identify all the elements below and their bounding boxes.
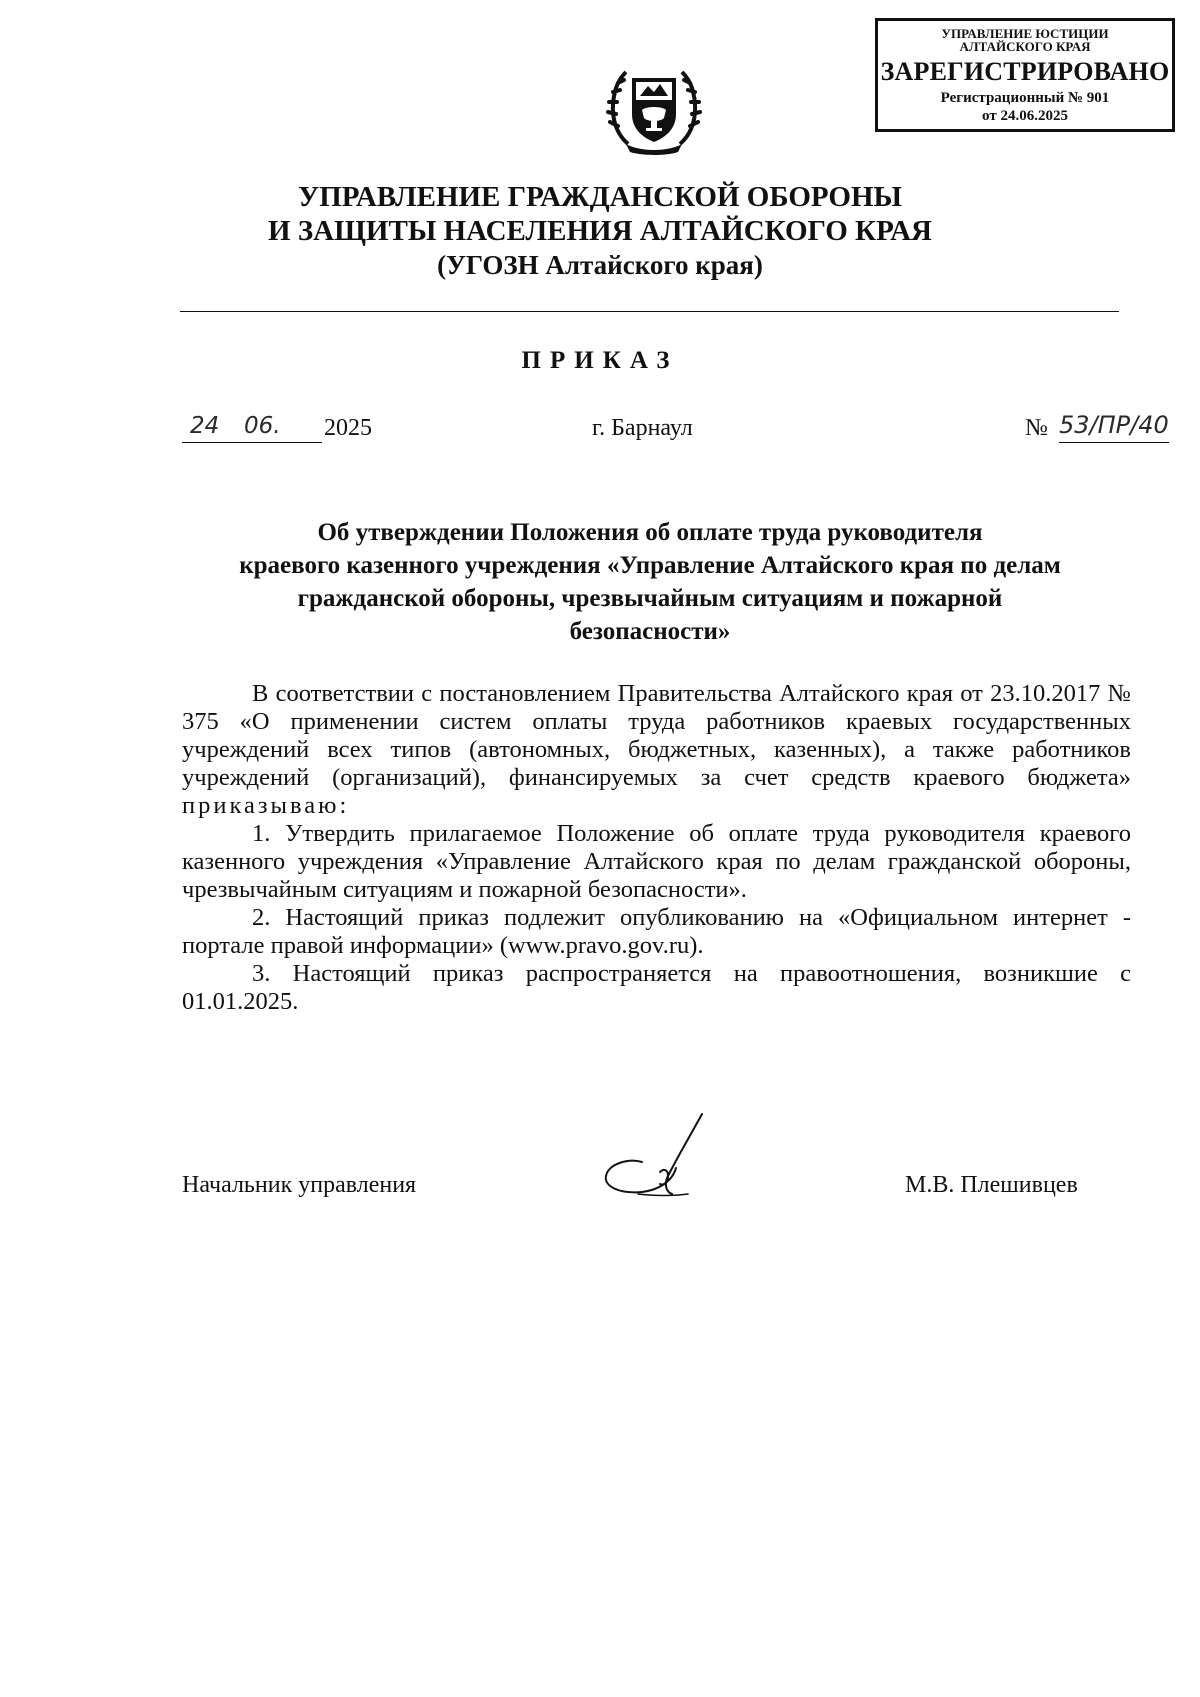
signatory-position: Начальник управления [182, 1172, 417, 1198]
document-date [182, 415, 402, 447]
stamp-line2: АЛТАЙСКОГО КРАЯ [959, 39, 1091, 54]
header-divider [180, 311, 1119, 312]
title-line1: Об утверждении Положения об оплате труда руководителя [317, 519, 983, 546]
number-sign: № [1025, 415, 1048, 441]
date-day: 24 [190, 413, 220, 439]
registration-stamp [875, 18, 1175, 132]
organization-header [100, 180, 1100, 282]
stamp-line1: УПРАВЛЕНИЕ ЮСТИЦИИ [941, 26, 1109, 41]
stamp-reg-number: Регистрационный № 901 [940, 90, 1110, 106]
number-value: 53/ПР/40 [1059, 411, 1169, 439]
stamp-status: ЗАРЕГИСТРИРОВАНО [880, 57, 1170, 86]
document-number [1025, 413, 1190, 447]
title-line4: безопасности» [569, 618, 731, 645]
item-2: 2. Настоящий приказ подлежит опубликованию на «Официальном интернет - портале правой информации» (www.pravo.gov.ru). [182, 904, 1131, 959]
preamble-paragraph [182, 680, 1131, 820]
stamp-reg-date: от 24.06.2025 [982, 108, 1068, 124]
handwritten-signature [598, 1110, 708, 1202]
date-year: 2025 [324, 415, 372, 441]
date-month: 06. [244, 413, 281, 439]
document-body [182, 680, 1131, 1016]
item-1: 1. Утвердить прилагаемое Положение об оплате труда руководителя краевого казенного учреждения «Управление Алтайского края по делам гражданской обороны, чрезвычайным ситуациям и пожарной безопасности». [182, 820, 1131, 903]
signatory-name: М.В. Плешивцев [905, 1172, 1078, 1198]
document-type: ПРИКАЗ [521, 347, 679, 374]
order-colon: : [339, 792, 347, 819]
number-underline [1059, 442, 1169, 443]
date-underline [182, 442, 322, 443]
org-short-name: (УГОЗН Алтайского края) [437, 250, 763, 280]
org-name-line2: И ЗАЩИТЫ НАСЕЛЕНИЯ АЛТАЙСКОГО КРАЯ [268, 215, 932, 247]
preamble-text: В соответствии с постановлением Правительства Алтайского края от 23.10.2017 № 375 «О применении систем оплаты труда работников краевых государственных учреждений всех типов (автономных, бюджетных, казенных), а также работников учреждений (организаций), финансируемых за счет средств краевого бюджета» [182, 680, 1131, 791]
document-city: г. Барнаул [592, 415, 693, 441]
item-3: 3. Настоящий приказ распространяется на правоотношения, возникшие с 01.01.2025. [182, 960, 1131, 1015]
org-name-line1: УПРАВЛЕНИЕ ГРАЖДАНСКОЙ ОБОРОНЫ [297, 181, 903, 213]
document-title [160, 516, 1140, 648]
title-line3: гражданской обороны, чрезвычайным ситуациям и пожарной [297, 585, 1003, 612]
order-word: приказываю [182, 792, 340, 819]
title-line2: краевого казенного учреждения «Управление Алтайского края по делам [239, 552, 1061, 579]
altai-krai-coat-of-arms-icon [606, 56, 702, 156]
